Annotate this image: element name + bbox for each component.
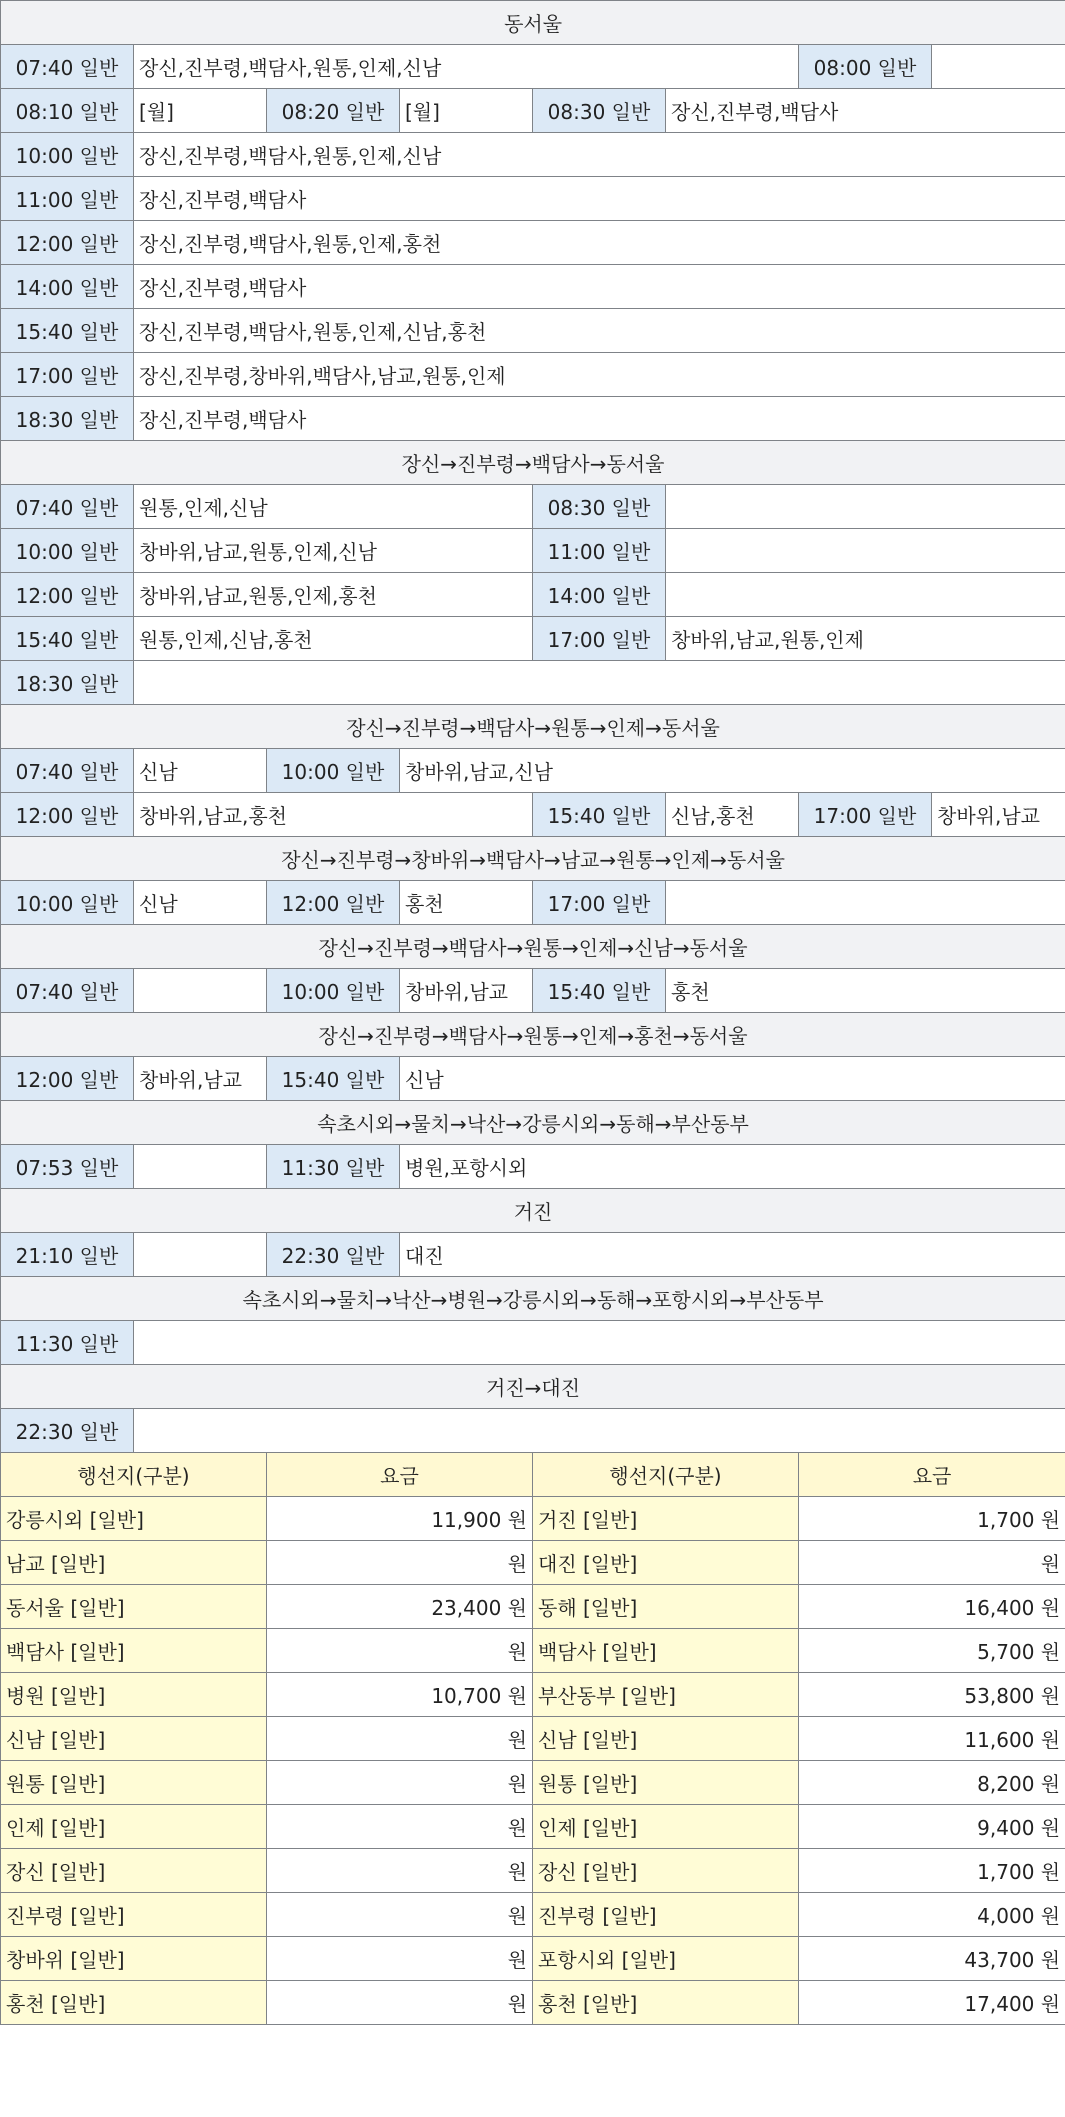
fare-row (1, 1717, 1065, 1761)
departure-time: 22:30 일반 (1, 1409, 134, 1453)
departure-time: 07:40 일반 (1, 485, 134, 529)
schedule-row (1, 793, 1065, 837)
stopover-list: 창바위,남교 (134, 1057, 267, 1101)
fare-price: 16,400 원 (799, 1585, 1065, 1629)
fare-price: 원 (267, 1937, 533, 1981)
departure-time: 15:40 일반 (1, 309, 134, 353)
route-header-row (1, 1013, 1065, 1057)
fare-destination: 인제 [일반] (533, 1805, 799, 1849)
fare-row (1, 1849, 1065, 1893)
fare-row (1, 1585, 1065, 1629)
schedule-row (1, 353, 1065, 397)
fare-price: 원 (267, 1717, 533, 1761)
stopover-list: 창바위,남교,원통,인제 (666, 617, 1065, 661)
fare-destination: 동해 [일반] (533, 1585, 799, 1629)
departure-time: 15:40 일반 (267, 1057, 400, 1101)
fare-destination-header: 행선지(구분) (533, 1453, 799, 1497)
stopover-list: 신남,홍천 (666, 793, 799, 837)
stopover-list: 장신,진부령,백담사 (134, 177, 1065, 221)
fare-row (1, 1761, 1065, 1805)
departure-time: 11:00 일반 (1, 177, 134, 221)
schedule-row (1, 45, 1065, 89)
stopover-list: 창바위,남교,원통,인제,신남 (134, 529, 533, 573)
stopover-list: 창바위,남교,신남 (400, 749, 1065, 793)
route-title: 거진→대진 (1, 1365, 1065, 1409)
stopover-list: 신남 (134, 749, 267, 793)
fare-price: 원 (267, 1805, 533, 1849)
schedule-row (1, 265, 1065, 309)
stopover-list: 창바위,남교,홍천 (134, 793, 533, 837)
fare-price: 4,000 원 (799, 1893, 1065, 1937)
fare-price: 원 (267, 1893, 533, 1937)
stopover-list: 장신,진부령,백담사,원통,인제,신남,홍천 (134, 309, 1065, 353)
fare-price: 10,700 원 (267, 1673, 533, 1717)
fare-price: 53,800 원 (799, 1673, 1065, 1717)
route-title: 장신→진부령→창바위→백담사→남교→원통→인제→동서울 (1, 837, 1065, 881)
stopover-list (666, 485, 1065, 529)
fare-row (1, 1629, 1065, 1673)
schedule-row (1, 1057, 1065, 1101)
fare-destination: 강릉시외 [일반] (1, 1497, 267, 1541)
fare-destination: 남교 [일반] (1, 1541, 267, 1585)
route-header-row (1, 1277, 1065, 1321)
stopover-list: 병원,포항시외 (400, 1145, 1065, 1189)
stopover-list: [월] (400, 89, 533, 133)
schedule-row (1, 1409, 1065, 1453)
fare-price: 원 (267, 1629, 533, 1673)
fare-destination: 백담사 [일반] (533, 1629, 799, 1673)
fare-price: 원 (799, 1541, 1065, 1585)
fare-destination-header: 행선지(구분) (1, 1453, 267, 1497)
fare-row (1, 1893, 1065, 1937)
stopover-list: 대진 (400, 1233, 1065, 1277)
departure-time: 12:00 일반 (1, 221, 134, 265)
departure-time: 08:20 일반 (267, 89, 400, 133)
fare-price: 1,700 원 (799, 1849, 1065, 1893)
schedule-row (1, 661, 1065, 705)
stopover-list: 원통,인제,신남 (134, 485, 533, 529)
route-title: 장신→진부령→백담사→동서울 (1, 441, 1065, 485)
stopover-list (932, 45, 1065, 89)
stopover-list: 장신,진부령,백담사,원통,인제,신남 (134, 133, 1065, 177)
departure-time: 07:40 일반 (1, 749, 134, 793)
stopover-list: 장신,진부령,창바위,백담사,남교,원통,인제 (134, 353, 1065, 397)
stopover-list: 창바위,남교 (932, 793, 1065, 837)
schedule-row (1, 133, 1065, 177)
stopover-list (134, 1409, 1065, 1453)
stopover-list: 신남 (400, 1057, 1065, 1101)
route-title: 거진 (1, 1189, 1065, 1233)
fare-destination: 동서울 [일반] (1, 1585, 267, 1629)
schedule-row (1, 969, 1065, 1013)
fare-price: 17,400 원 (799, 1981, 1065, 2025)
departure-time: 10:00 일반 (1, 881, 134, 925)
fare-row (1, 1497, 1065, 1541)
schedule-row (1, 573, 1065, 617)
fare-destination: 원통 [일반] (1, 1761, 267, 1805)
fare-price: 11,900 원 (267, 1497, 533, 1541)
route-title: 장신→진부령→백담사→원통→인제→동서울 (1, 705, 1065, 749)
fare-row (1, 1805, 1065, 1849)
departure-time: 17:00 일반 (1, 353, 134, 397)
stopover-list: 장신,진부령,백담사,원통,인제,홍천 (134, 221, 1065, 265)
stopover-list: 창바위,남교 (400, 969, 533, 1013)
fare-destination: 진부령 [일반] (533, 1893, 799, 1937)
stopover-list: [월] (134, 89, 267, 133)
departure-time: 07:40 일반 (1, 969, 134, 1013)
stopover-list: 장신,진부령,백담사 (666, 89, 1065, 133)
fare-destination: 백담사 [일반] (1, 1629, 267, 1673)
fare-destination: 부산동부 [일반] (533, 1673, 799, 1717)
fare-price: 43,700 원 (799, 1937, 1065, 1981)
schedule-row (1, 529, 1065, 573)
fare-price: 원 (267, 1761, 533, 1805)
fare-destination: 장신 [일반] (1, 1849, 267, 1893)
schedule-row (1, 397, 1065, 441)
fare-price-header: 요금 (799, 1453, 1065, 1497)
departure-time: 08:10 일반 (1, 89, 134, 133)
fare-price: 11,600 원 (799, 1717, 1065, 1761)
route-header-row (1, 1189, 1065, 1233)
schedule-row (1, 1145, 1065, 1189)
fare-price: 5,700 원 (799, 1629, 1065, 1673)
stopover-list (134, 661, 1065, 705)
departure-time: 10:00 일반 (267, 749, 400, 793)
route-header-row (1, 441, 1065, 485)
departure-time: 21:10 일반 (1, 1233, 134, 1277)
schedule-row (1, 617, 1065, 661)
route-header-row (1, 1, 1065, 45)
stopover-list: 장신,진부령,백담사 (134, 397, 1065, 441)
fare-destination: 거진 [일반] (533, 1497, 799, 1541)
route-header-row (1, 1365, 1065, 1409)
departure-time: 11:30 일반 (267, 1145, 400, 1189)
stopover-list: 장신,진부령,백담사,원통,인제,신남 (134, 45, 799, 89)
fare-destination: 진부령 [일반] (1, 1893, 267, 1937)
fare-row (1, 1937, 1065, 1981)
departure-time: 11:30 일반 (1, 1321, 134, 1365)
departure-time: 08:00 일반 (799, 45, 932, 89)
departure-time: 08:30 일반 (533, 485, 666, 529)
schedule-row (1, 749, 1065, 793)
departure-time: 22:30 일반 (267, 1233, 400, 1277)
departure-time: 10:00 일반 (1, 529, 134, 573)
fare-destination: 창바위 [일반] (1, 1937, 267, 1981)
fare-price: 9,400 원 (799, 1805, 1065, 1849)
departure-time: 07:40 일반 (1, 45, 134, 89)
fare-row (1, 1673, 1065, 1717)
departure-time: 17:00 일반 (533, 881, 666, 925)
fare-price: 8,200 원 (799, 1761, 1065, 1805)
fare-row (1, 1541, 1065, 1585)
route-title: 장신→진부령→백담사→원통→인제→홍천→동서울 (1, 1013, 1065, 1057)
fare-destination: 신남 [일반] (1, 1717, 267, 1761)
stopover-list: 홍천 (666, 969, 1065, 1013)
departure-time: 08:30 일반 (533, 89, 666, 133)
fare-price: 1,700 원 (799, 1497, 1065, 1541)
schedule-row (1, 177, 1065, 221)
fare-price: 원 (267, 1541, 533, 1585)
schedule-row (1, 1321, 1065, 1365)
route-title: 동서울 (1, 1, 1065, 45)
schedule-row (1, 309, 1065, 353)
fare-row (1, 1981, 1065, 2025)
fare-price: 23,400 원 (267, 1585, 533, 1629)
stopover-list: 창바위,남교,원통,인제,홍천 (134, 573, 533, 617)
fare-destination: 대진 [일반] (533, 1541, 799, 1585)
schedule-row (1, 881, 1065, 925)
route-title: 장신→진부령→백담사→원통→인제→신남→동서울 (1, 925, 1065, 969)
departure-time: 11:00 일반 (533, 529, 666, 573)
stopover-list: 원통,인제,신남,홍천 (134, 617, 533, 661)
route-header-row (1, 705, 1065, 749)
route-title: 속초시외→물치→낙산→병원→강릉시외→동해→포항시외→부산동부 (1, 1277, 1065, 1321)
fare-destination: 포항시외 [일반] (533, 1937, 799, 1981)
route-header-row (1, 837, 1065, 881)
departure-time: 07:53 일반 (1, 1145, 134, 1189)
fare-destination: 홍천 [일반] (1, 1981, 267, 2025)
departure-time: 14:00 일반 (533, 573, 666, 617)
schedule-row (1, 1233, 1065, 1277)
departure-time: 17:00 일반 (799, 793, 932, 837)
stopover-list (134, 969, 267, 1013)
fare-price: 원 (267, 1849, 533, 1893)
route-title: 속초시외→물치→낙산→강릉시외→동해→부산동부 (1, 1101, 1065, 1145)
stopover-list (666, 529, 1065, 573)
schedule-row (1, 221, 1065, 265)
departure-time: 18:30 일반 (1, 661, 134, 705)
fare-destination: 홍천 [일반] (533, 1981, 799, 2025)
stopover-list (134, 1233, 267, 1277)
departure-time: 15:40 일반 (533, 793, 666, 837)
stopover-list (666, 573, 1065, 617)
timetable-body (1, 1, 1065, 2025)
departure-time: 12:00 일반 (1, 1057, 134, 1101)
fare-price: 원 (267, 1981, 533, 2025)
departure-time: 12:00 일반 (1, 573, 134, 617)
stopover-list: 장신,진부령,백담사 (134, 265, 1065, 309)
fare-header-row (1, 1453, 1065, 1497)
stopover-list: 신남 (134, 881, 267, 925)
departure-time: 18:30 일반 (1, 397, 134, 441)
route-header-row (1, 1101, 1065, 1145)
fare-destination: 병원 [일반] (1, 1673, 267, 1717)
departure-time: 17:00 일반 (533, 617, 666, 661)
stopover-list (134, 1145, 267, 1189)
fare-destination: 신남 [일반] (533, 1717, 799, 1761)
fare-destination: 인제 [일반] (1, 1805, 267, 1849)
departure-time: 15:40 일반 (1, 617, 134, 661)
departure-time: 12:00 일반 (1, 793, 134, 837)
fare-price-header: 요금 (267, 1453, 533, 1497)
route-header-row (1, 925, 1065, 969)
departure-time: 10:00 일반 (267, 969, 400, 1013)
schedule-row (1, 89, 1065, 133)
stopover-list (134, 1321, 1065, 1365)
departure-time: 12:00 일반 (267, 881, 400, 925)
schedule-row (1, 485, 1065, 529)
departure-time: 14:00 일반 (1, 265, 134, 309)
fare-destination: 원통 [일반] (533, 1761, 799, 1805)
stopover-list: 홍천 (400, 881, 533, 925)
departure-time: 10:00 일반 (1, 133, 134, 177)
departure-time: 15:40 일반 (533, 969, 666, 1013)
fare-destination: 장신 [일반] (533, 1849, 799, 1893)
stopover-list (666, 881, 1065, 925)
